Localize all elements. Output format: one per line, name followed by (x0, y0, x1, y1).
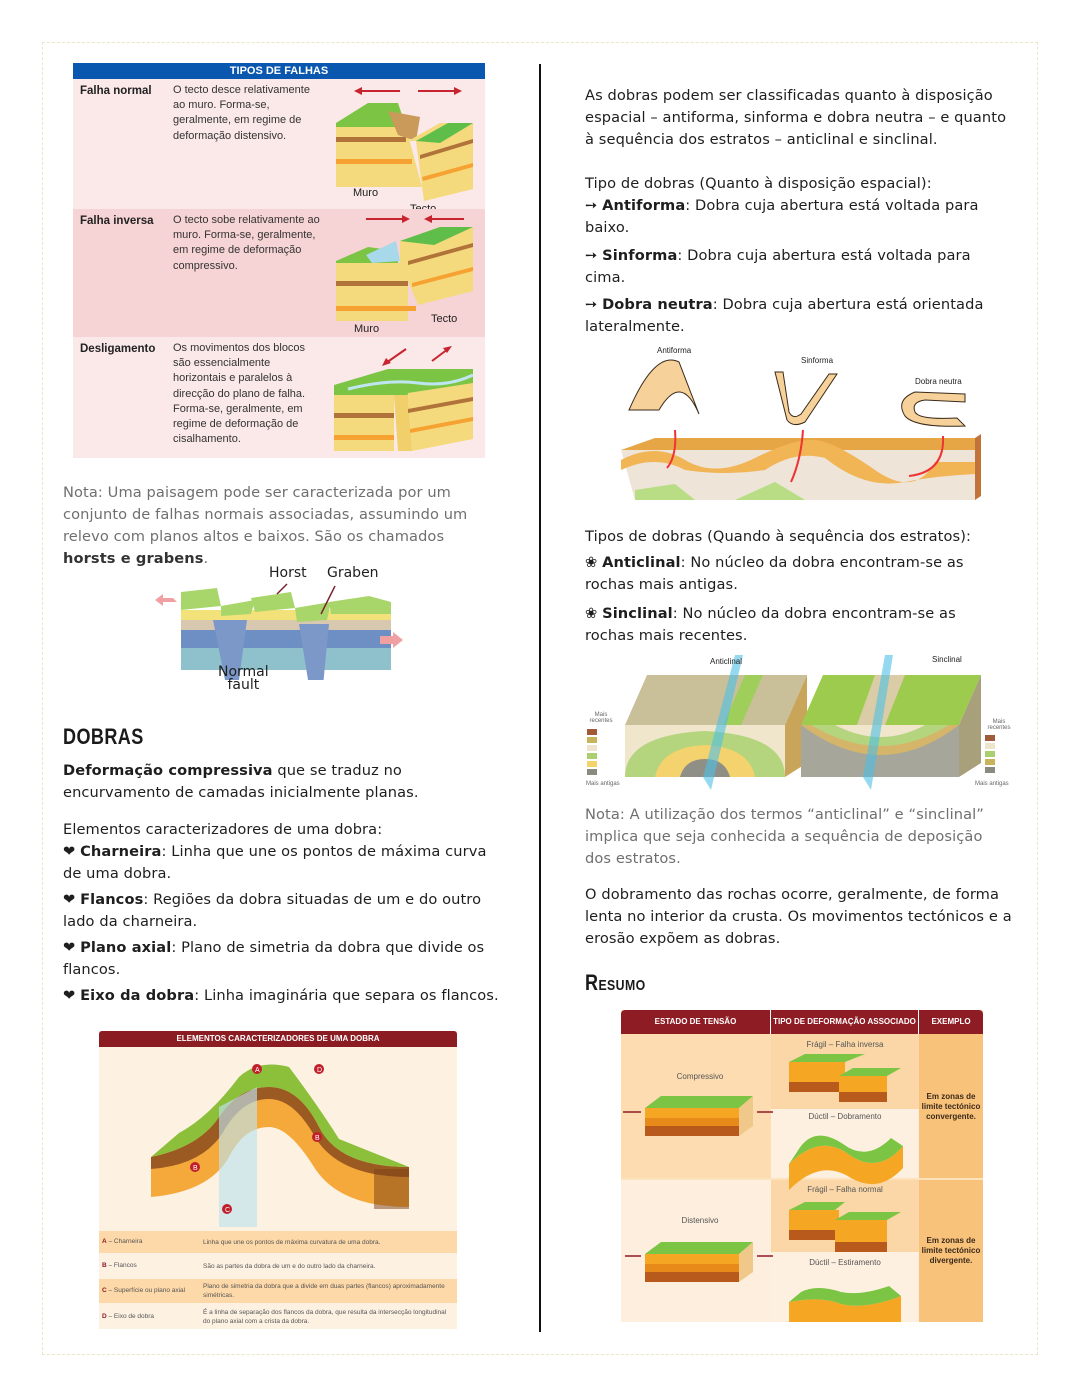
table-row (99, 1255, 457, 1277)
svg-text:B: B (315, 1135, 320, 1142)
table-row (99, 1279, 457, 1303)
table-row-falha-normal (73, 79, 485, 209)
table-row-desligamento (73, 337, 485, 458)
sequence-anticlinal (585, 552, 995, 596)
item-term: Antiforma (602, 197, 686, 214)
row-desc: São as partes da dobra de um e do outro lado da charneira. (203, 1263, 376, 1270)
example-text: Em zonas de limite tectónico convergente. (921, 1092, 981, 1121)
row-key: C (102, 1287, 107, 1294)
example-text: Em zonas de limite tectónico divergente. (921, 1236, 981, 1265)
intro-paragraph: As dobras podem ser classificadas quanto à disposição espacial – antiforma, sinforma e dobra neutra – e quanto à sequência dos estratos – anticlinal e sinclinal. (585, 87, 1007, 148)
table-row (99, 1231, 457, 1253)
row-name: Falha inversa (80, 215, 154, 227)
element-eixo (63, 985, 503, 1007)
resumo-heading: Resumo (585, 970, 646, 995)
nota-text: Nota: Uma paisagem pode ser caracterizada por um conjunto de falhas normais associadas, assumindo um relevo com planos altos e baixos. São os chamados (63, 484, 468, 545)
horst-graben-diagram (155, 580, 405, 680)
mais-recentes-label-right: Mais recentes (987, 719, 1011, 731)
fault-line1: Normal (218, 664, 269, 680)
element-charneira (63, 841, 503, 885)
dobras-heading: DOBRAS (63, 724, 144, 749)
header-estado: ESTADO DE TENSÃO (621, 1010, 771, 1034)
flower-icon: ❀ (585, 554, 598, 571)
ductil-label: Dúctil – Dobramento (808, 1112, 882, 1121)
flower-icon: ❀ (585, 605, 598, 622)
spatial-sinforma (585, 245, 995, 289)
table-title: ELEMENTOS CARACTERIZADORES DE UMA DOBRA (99, 1031, 457, 1047)
item-desc: : Dobra cuja abertura está orientada lateralmente. (585, 296, 984, 335)
item-desc: : No núcleo da dobra encontram-se as rochas mais antigas. (585, 554, 964, 593)
antiforma-label: Antiforma (657, 346, 692, 355)
strike-slip-fault-diagram (328, 339, 478, 457)
resumo-block-diagrams (621, 1034, 983, 1322)
spatial-antiforma (585, 195, 995, 239)
row-label: – Superfície ou plano axial (106, 1287, 186, 1294)
state-compressivo: Compressivo (676, 1072, 724, 1081)
item-term: Sinforma (602, 247, 678, 264)
anticline-syncline-diagram (585, 655, 1015, 790)
svg-text:C: C (225, 1207, 231, 1214)
item-term: Dobra neutra (602, 296, 713, 313)
table-row-falha-inversa (73, 209, 485, 337)
element-term: Flancos (80, 891, 144, 908)
fold-elements-diagram (139, 1057, 419, 1227)
sinclinal-label: Sinclinal (932, 655, 962, 664)
heart-icon: ❤ (63, 939, 76, 956)
definition-term: Deformação compressiva (63, 762, 273, 779)
item-desc: : Dobra cuja abertura está voltada para baixo. (585, 197, 979, 236)
mais-recentes-label: Mais recentes (589, 712, 613, 724)
element-term: Charneira (80, 843, 162, 860)
row-desc: Linha que une os pontos de máxima curvatura de uma dobra. (203, 1239, 381, 1246)
row-desc: Plano de simetria da dobra que a divide em duas partes (flancos) aproximadamente simétricas. (203, 1283, 445, 1299)
muro-label: Muro (353, 187, 379, 199)
row-label: – Eixo de dobra (106, 1313, 155, 1320)
element-desc: : Plano de simetria da dobra que divide os flancos. (63, 939, 485, 978)
horst-label: Horst (269, 565, 307, 581)
fault-line2: fault (227, 677, 260, 693)
item-term: Anticlinal (602, 554, 681, 571)
item-desc: : No núcleo da dobra encontram-se as rochas mais recentes. (585, 605, 956, 644)
state-distensivo: Distensivo (681, 1216, 719, 1225)
nota-horsts (63, 482, 493, 570)
arrow-right-icon: ➙ (585, 296, 598, 313)
normal-fault-label (218, 666, 269, 692)
heart-icon: ❤ (63, 987, 76, 1004)
row-desc: O tecto sobe relativamente ao muro. Forma-se, geralmente, em regime de deformação compressivo. (173, 214, 320, 272)
ductil-label: Dúctil – Estiramento (809, 1258, 881, 1267)
normal-fault-diagram (328, 81, 478, 207)
row-key: A (102, 1238, 107, 1245)
elementos-dobra-table (99, 1031, 457, 1329)
resumo-table (621, 1010, 983, 1322)
column-divider (539, 64, 541, 1332)
graben-label: Graben (327, 565, 379, 581)
svg-text:A: A (255, 1067, 260, 1074)
table-row (99, 1305, 457, 1329)
row-name: Desligamento (80, 343, 156, 355)
row-desc: Os movimentos dos blocos são essencialmente horizontais e paralelos à direcção do plano de falha. Forma-se, geralmente, em regime de deformação de cisalhamento. (173, 342, 306, 446)
element-term: Plano axial (80, 939, 172, 956)
header-tipo: TIPO DE DEFORMAÇÃO ASSOCIADO (771, 1010, 919, 1034)
dobra-neutra-label: Dobra neutra (915, 377, 962, 386)
heart-icon: ❤ (63, 843, 76, 860)
tipos-de-falhas-table (73, 63, 485, 458)
row-name: Falha normal (80, 85, 152, 97)
element-flancos (63, 889, 503, 933)
table-title: TIPOS DE FALHAS (73, 63, 485, 79)
tecto-label: Tecto (431, 313, 458, 325)
row-key: D (102, 1313, 107, 1320)
element-desc: : Linha que une os pontos de máxima curva de uma dobra. (63, 843, 487, 882)
heart-icon: ❤ (63, 891, 76, 908)
element-desc: : Regiões da dobra situadas de um e do outro lado da charneira. (63, 891, 482, 930)
mais-antigas-label: Mais antigas (586, 781, 620, 787)
row-desc: É a linha de separação dos flancos da dobra, que resulta da intersecção longitudinal do plano axial com a crista da dobra. (203, 1309, 447, 1325)
spatial-folds-diagram (615, 350, 985, 510)
header-exemplo: EXEMPLO (919, 1010, 983, 1034)
elements-intro: Elementos caracterizadores de uma dobra: (63, 821, 383, 838)
nota-end: . (203, 550, 209, 567)
nota-anticlinal: Nota: A utilização dos termos “anticlinal” e “sinclinal” implica que seja conhecida a sequência de deposição dos estratos. (585, 806, 984, 867)
dobras-definition (63, 760, 493, 804)
muro-label: Muro (354, 323, 380, 335)
nota-bold-term: horsts e grabens (63, 550, 204, 567)
sequence-sinclinal (585, 603, 995, 647)
element-term: Eixo da dobra (80, 987, 195, 1004)
arrow-right-icon: ➙ (585, 247, 598, 264)
anticlinal-label: Anticlinal (710, 657, 743, 666)
arrow-right-icon: ➙ (585, 197, 598, 214)
mais-antigas-label-right: Mais antigas (975, 781, 1009, 787)
item-term: Sinclinal (602, 605, 673, 622)
element-plano-axial (63, 937, 503, 981)
row-label: – Charneira (106, 1238, 143, 1245)
row-label: – Flancos (106, 1262, 137, 1269)
row-key: B (102, 1262, 107, 1269)
fragil-label: Frágil – Falha inversa (806, 1040, 884, 1049)
svg-text:B: B (193, 1165, 198, 1172)
fragil-label: Frágil – Falha normal (807, 1185, 883, 1194)
spatial-neutra (585, 294, 995, 338)
spatial-title: Tipo de dobras (Quanto à disposição espacial): (585, 175, 932, 192)
row-desc: O tecto desce relativamente ao muro. Forma-se, geralmente, em regime de deformação distensivo. (173, 84, 310, 142)
definition-rest: que se traduz no encurvamento de camadas inicialmente planas. (63, 762, 419, 801)
dobramento-paragraph: O dobramento das rochas ocorre, geralmente, de forma lenta no interior da crusta. Os movimentos tectónicos e a erosão expõem as dobras. (585, 886, 1012, 947)
sequence-title: Tipos de dobras (Quando à sequência dos estratos): (585, 528, 972, 545)
element-desc: : Linha imaginária que separa os flancos. (194, 987, 499, 1004)
svg-text:D: D (317, 1067, 323, 1074)
item-desc: : Dobra cuja abertura está voltada para cima. (585, 247, 971, 286)
sinforma-label: Sinforma (801, 356, 834, 365)
